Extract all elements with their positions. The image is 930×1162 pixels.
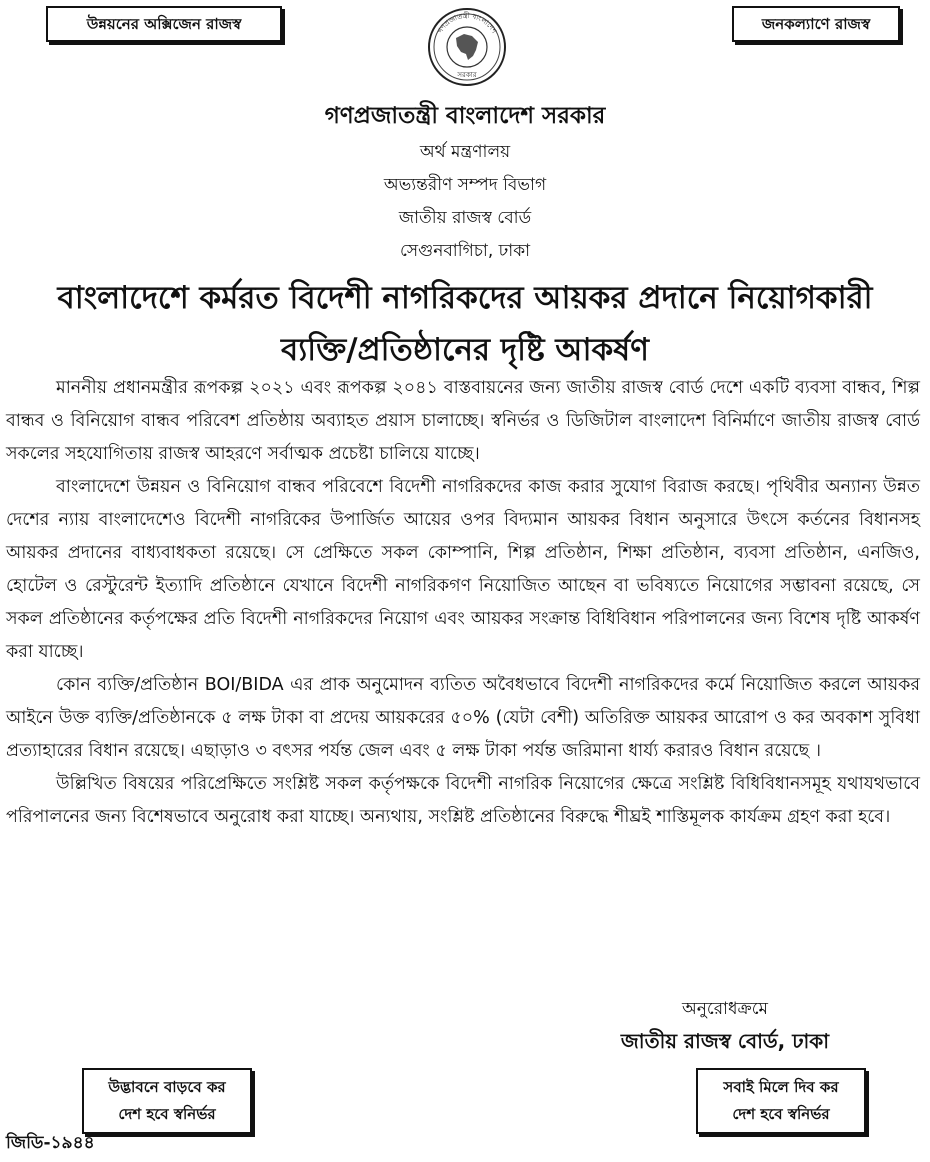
notice-title: [0, 272, 930, 376]
paragraph-3: কোন ব্যক্তি/প্রতিষ্ঠান BOI/BIDA এর প্রাক অনুমোদন ব্যতিত অবৈধভাবে বিদেশী নাগরিকদের কর্মে নিয়োজিত করলে আয়কর আইনে উক্ত ব্যক্তি/প্রতিষ্ঠানকে ৫ লক্ষ টাকা বা প্রদেয় আয়করের ৫০% (যেটা বেশী) অতিরিক্ত আয়কর আরোপ ও কর অবকাশ সুবিধা প্রত্যাহারের বিধান রয়েছে। এছাড়াও ৩ বৎসর পর্যন্ত জেল এবং ৫ লক্ষ টাকা পর্যন্ত জরিমানা ধার্য্য করারও বিধান রয়েছে ।: [6, 675, 920, 761]
office-location: সেগুনবাগিচা, ঢাকা: [399, 241, 531, 261]
division-name: অভ্যন্তরীণ সম্পদ বিভাগ: [383, 175, 547, 195]
slogan-top-left: [46, 6, 282, 42]
slogan-line-2: দেশ হবে স্বনির্ভর: [118, 1105, 216, 1123]
title-line-2: ব্যক্তি/প্রতিষ্ঠানের দৃষ্টি আকর্ষণ: [280, 332, 650, 368]
board-name: জাতীয় রাজস্ব বোর্ড: [398, 208, 532, 228]
slogan-line-1: সবাই মিলে দিব কর: [723, 1078, 839, 1096]
slogan-line-1: উদ্ভাবনে বাড়বে কর: [108, 1078, 226, 1096]
slogan-bottom-right: [696, 1068, 866, 1134]
issuing-organization: জাতীয় রাজস্ব বোর্ড, ঢাকা: [620, 1029, 830, 1053]
title-line-1: বাংলাদেশে কর্মরত বিদেশী নাগরিকদের আয়কর প্রদানে নিয়োগকারী: [57, 280, 873, 316]
seal-outer-text: গণপ্রজাতন্ত্রী বাংলাদেশ: [435, 11, 499, 35]
slogan-text: উন্নয়নের অক্সিজেন রাজস্ব: [86, 15, 242, 33]
government-name: গণপ্রজাতন্ত্রী বাংলাদেশ সরকার: [324, 103, 606, 129]
request-label: অনুরোধক্রমে: [682, 999, 768, 1019]
slogan-text: জনকল্যাণে রাজস্ব: [761, 15, 871, 33]
slogan-line-2: দেশ হবে স্বনির্ভর: [732, 1105, 830, 1123]
paragraph-1: মাননীয় প্রধানমন্ত্রীর রূপকল্প ২০২১ এবং রূপকল্প ২০৪১ বাস্তবায়নের জন্য জাতীয় রাজস্ব বোর্ড দেশে একটি ব্যবসা বান্ধব, শিল্প বান্ধব ও বিনিয়োগ বান্ধব পরিবেশ প্রতিষ্ঠায় অব্যাহত প্রয়াস চালাচ্ছে। স্বনির্ভর ও ডিজিটাল বাংলাদেশ বিনির্মাণে জাতীয় রাজস্ব বোর্ড সকলের সহযোগিতায় রাজস্ব আহরণে সর্বাত্মক প্রচেষ্টা চালিয়ে যাচ্ছে।: [6, 378, 920, 464]
slogan-top-right: [732, 6, 900, 42]
gd-number: জিডি-১৯৪৪: [6, 1133, 95, 1153]
paragraph-2: বাংলাদেশে উন্নয়ন ও বিনিয়োগ বান্ধব পরিবেশে বিদেশী নাগরিকদের কাজ করার সুযোগ বিরাজ করছে। পৃথিবীর অন্যান্য উন্নত দেশের ন্যায় বাংলাদেশেও বিদেশী নাগরিকের উপার্জিত আয়ের ওপর বিদ্যমান আয়কর বিধান অনুসারে উৎসে কর্তনের বিধানসহ আয়কর প্রদানের বাধ্যবাধকতা রয়েছে। সে প্রেক্ষিতে সকল কোম্পানি, শিল্প প্রতিষ্ঠান, শিক্ষা প্রতিষ্ঠান, ব্যবসা প্রতিষ্ঠান, এনজিও, হোটেল ও রেস্টুরেন্ট ইত্যাদি প্রতিষ্ঠানে যেখানে বিদেশী নাগরিকগণ নিয়োজিত আছেন বা ভবিষ্যতে নিয়োগের সম্ভাবনা রয়েছে, সে সকল প্রতিষ্ঠানের কর্তৃপক্ষের প্রতি বিদেশী নাগরিকদের নিয়োগ এবং আয়কর সংক্রান্ত বিধিবিধান পরিপালনের জন্য বিশেষ দৃষ্টি আকর্ষণ করা যাচ্ছে।: [6, 477, 920, 662]
paragraph-4: উল্লিখিত বিষয়ের পরিপ্রেক্ষিতে সংশ্লিষ্ট সকল কর্তৃপক্ষকে বিদেশী নাগরিক নিয়োগের ক্ষেত্রে সংশ্লিষ্ট বিধিবিধানসমূহ যথাযথভাবে পরিপালনের জন্য বিশেষভাবে অনুরোধ করা যাচ্ছে। অন্যথায়, সংশ্লিষ্ট প্রতিষ্ঠানের বিরুদ্ধে শীঘ্রই শাস্তিমূলক কার্যক্রম গ্রহণ করা হবে।: [6, 774, 920, 827]
slogan-bottom-left: [82, 1068, 252, 1134]
ministry-name: অর্থ মন্ত্রণালয়: [419, 142, 511, 162]
government-seal-icon: [426, 6, 508, 88]
notice-body: [6, 372, 920, 834]
letterhead: [0, 96, 930, 268]
seal-bottom-text: সরকার: [457, 71, 477, 79]
signature-block: [560, 994, 890, 1058]
